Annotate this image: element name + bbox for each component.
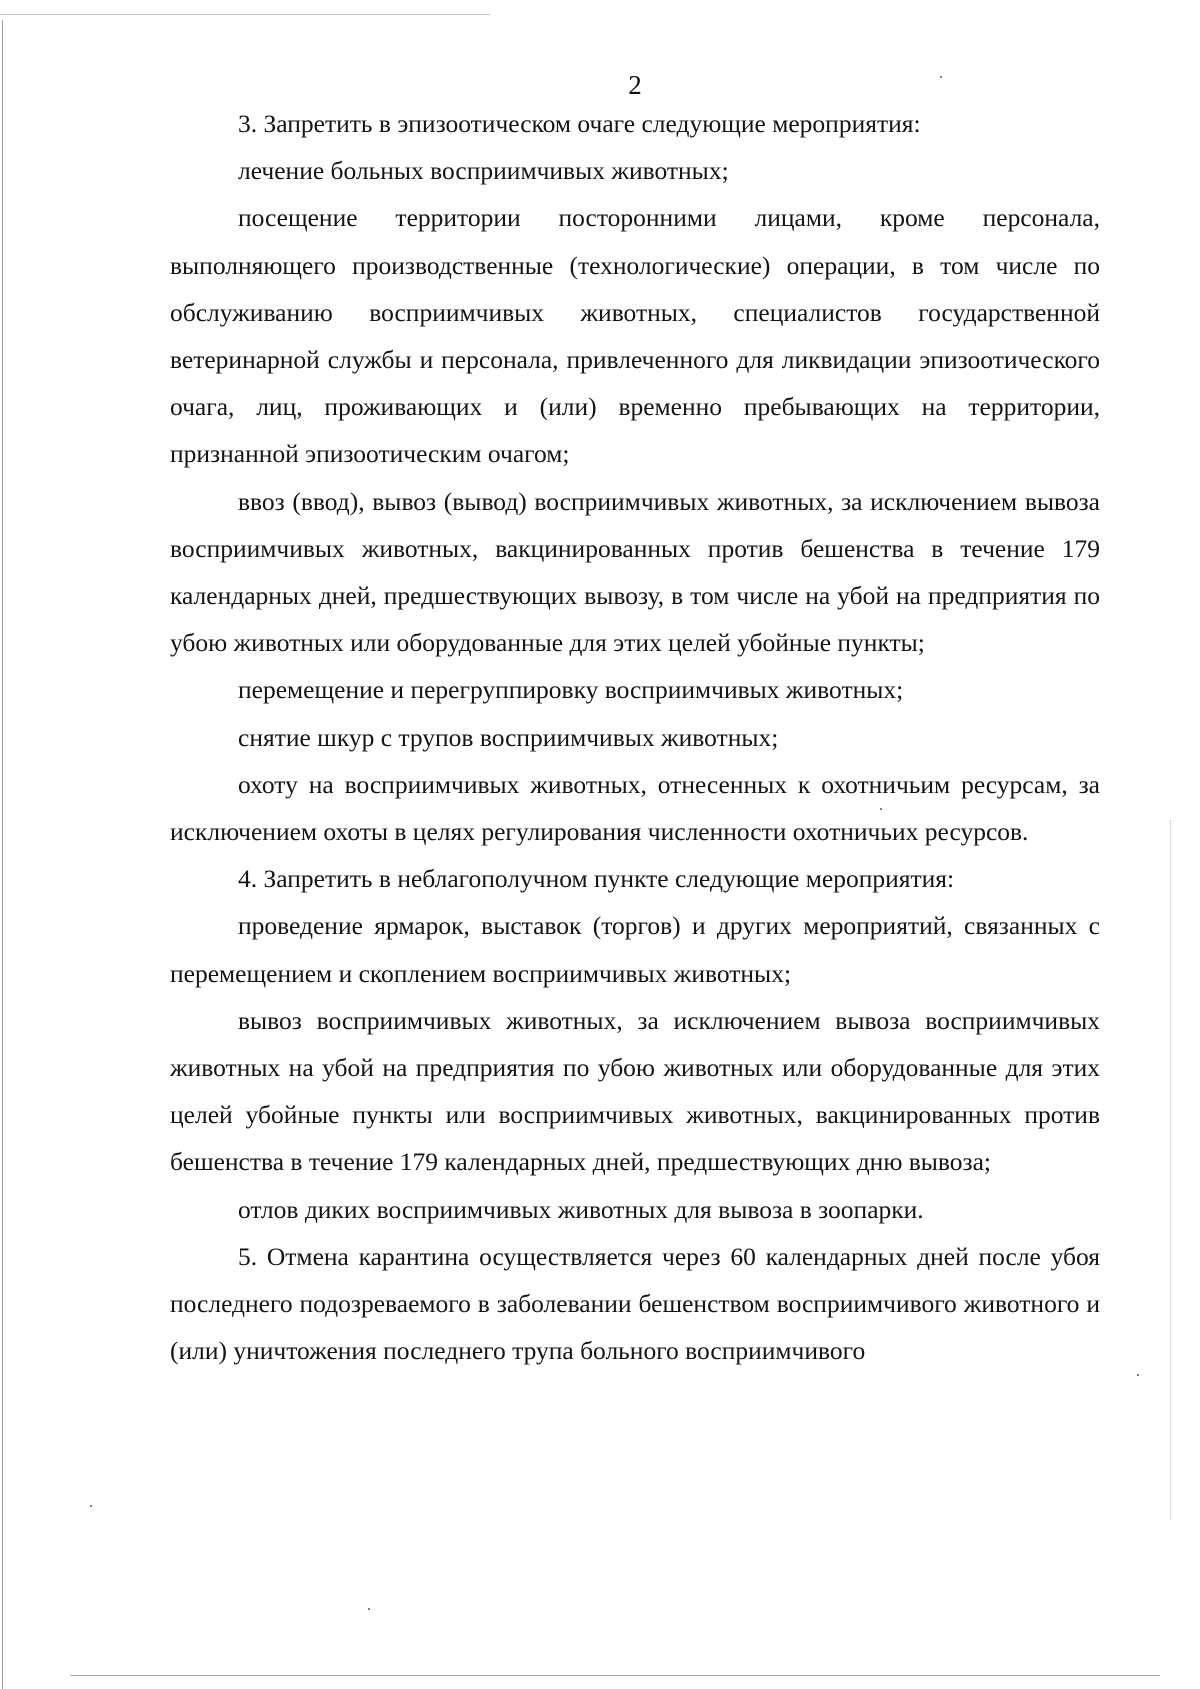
scan-speck [90, 1505, 92, 1507]
paragraph-item-4: 4. Запретить в неблагополучном пункте следующие мероприятия: [238, 864, 955, 894]
paragraph-item-3: 3. Запретить в эпизоотическом очаге следующие мероприятия: [238, 109, 921, 138]
page-number: 2 [628, 70, 642, 100]
scan-speck [1137, 1374, 1139, 1376]
scan-edge-top [0, 14, 490, 15]
document-body [170, 100, 1100, 1374]
paragraph-visit-ban: посещение территории посторонними лицами, кроме персонала, выполняющего производственные (технологические) операции, в том числе по обслуживанию восприимчивых животных, специалистов государственной ветеринарной службы и персонала, привлеченного для ликвидации эпизоотического очага, лиц, проживающих и (или) временно пребывающих на территории, признанной эпизоотическим очагом; [170, 203, 1100, 469]
paragraph-removal-ban: вывоз восприимчивых животных, за исключением вывоза восприимчивых животных на убой на предприятия по убою животных или оборудованные для этих целей убойные пункты или восприимчивых животных, вакцинированных против бешенства в течение 179 календарных дней, предшествующих дню вывоза; [170, 1005, 1100, 1177]
paragraph-treatment-ban: лечение больных восприимчивых животных; [238, 156, 729, 186]
paragraph-hunting-ban: охоту на восприимчивых животных, отнесенных к охотничьим ресурсам, за исключением охоты в целях регулирования численности охотничьих ресурсов. [170, 769, 1100, 847]
paragraph-item-5: 5. Отмена карантина осуществляется через 60 календарных дней после убоя последнего подозреваемого в заболевании бешенством восприимчивого животного и (или) уничтожения последнего трупа больного восприимчивого [170, 1241, 1100, 1366]
scan-edge-left [2, 20, 3, 1689]
paragraph-regrouping-ban: перемещение и перегруппировку восприимчивых животных; [238, 675, 904, 705]
scan-speck [368, 1608, 370, 1610]
scan-edge-right [1170, 820, 1172, 1520]
scan-edge-bottom [70, 1675, 1160, 1676]
paragraph-skinning-ban: снятие шкур с трупов восприимчивых животных; [238, 722, 779, 752]
paragraph-import-export-ban: ввоз (ввод), вывоз (вывод) восприимчивых животных, за исключением вывоза восприимчивых животных, вакцинированных против бешенства в течение 179 календарных дней, предшествующих вывозу, в том числе на убой на предприятия по убою животных или оборудованные для этих целей убойные пункты; [170, 486, 1100, 658]
paragraph-capture-ban: отлов диких восприимчивых животных для вывоза в зоопарки. [238, 1194, 924, 1224]
paragraph-fairs-ban: проведение ярмарок, выставок (торгов) и других мероприятий, связанных с перемещением и скоплением восприимчивых животных; [170, 911, 1100, 988]
